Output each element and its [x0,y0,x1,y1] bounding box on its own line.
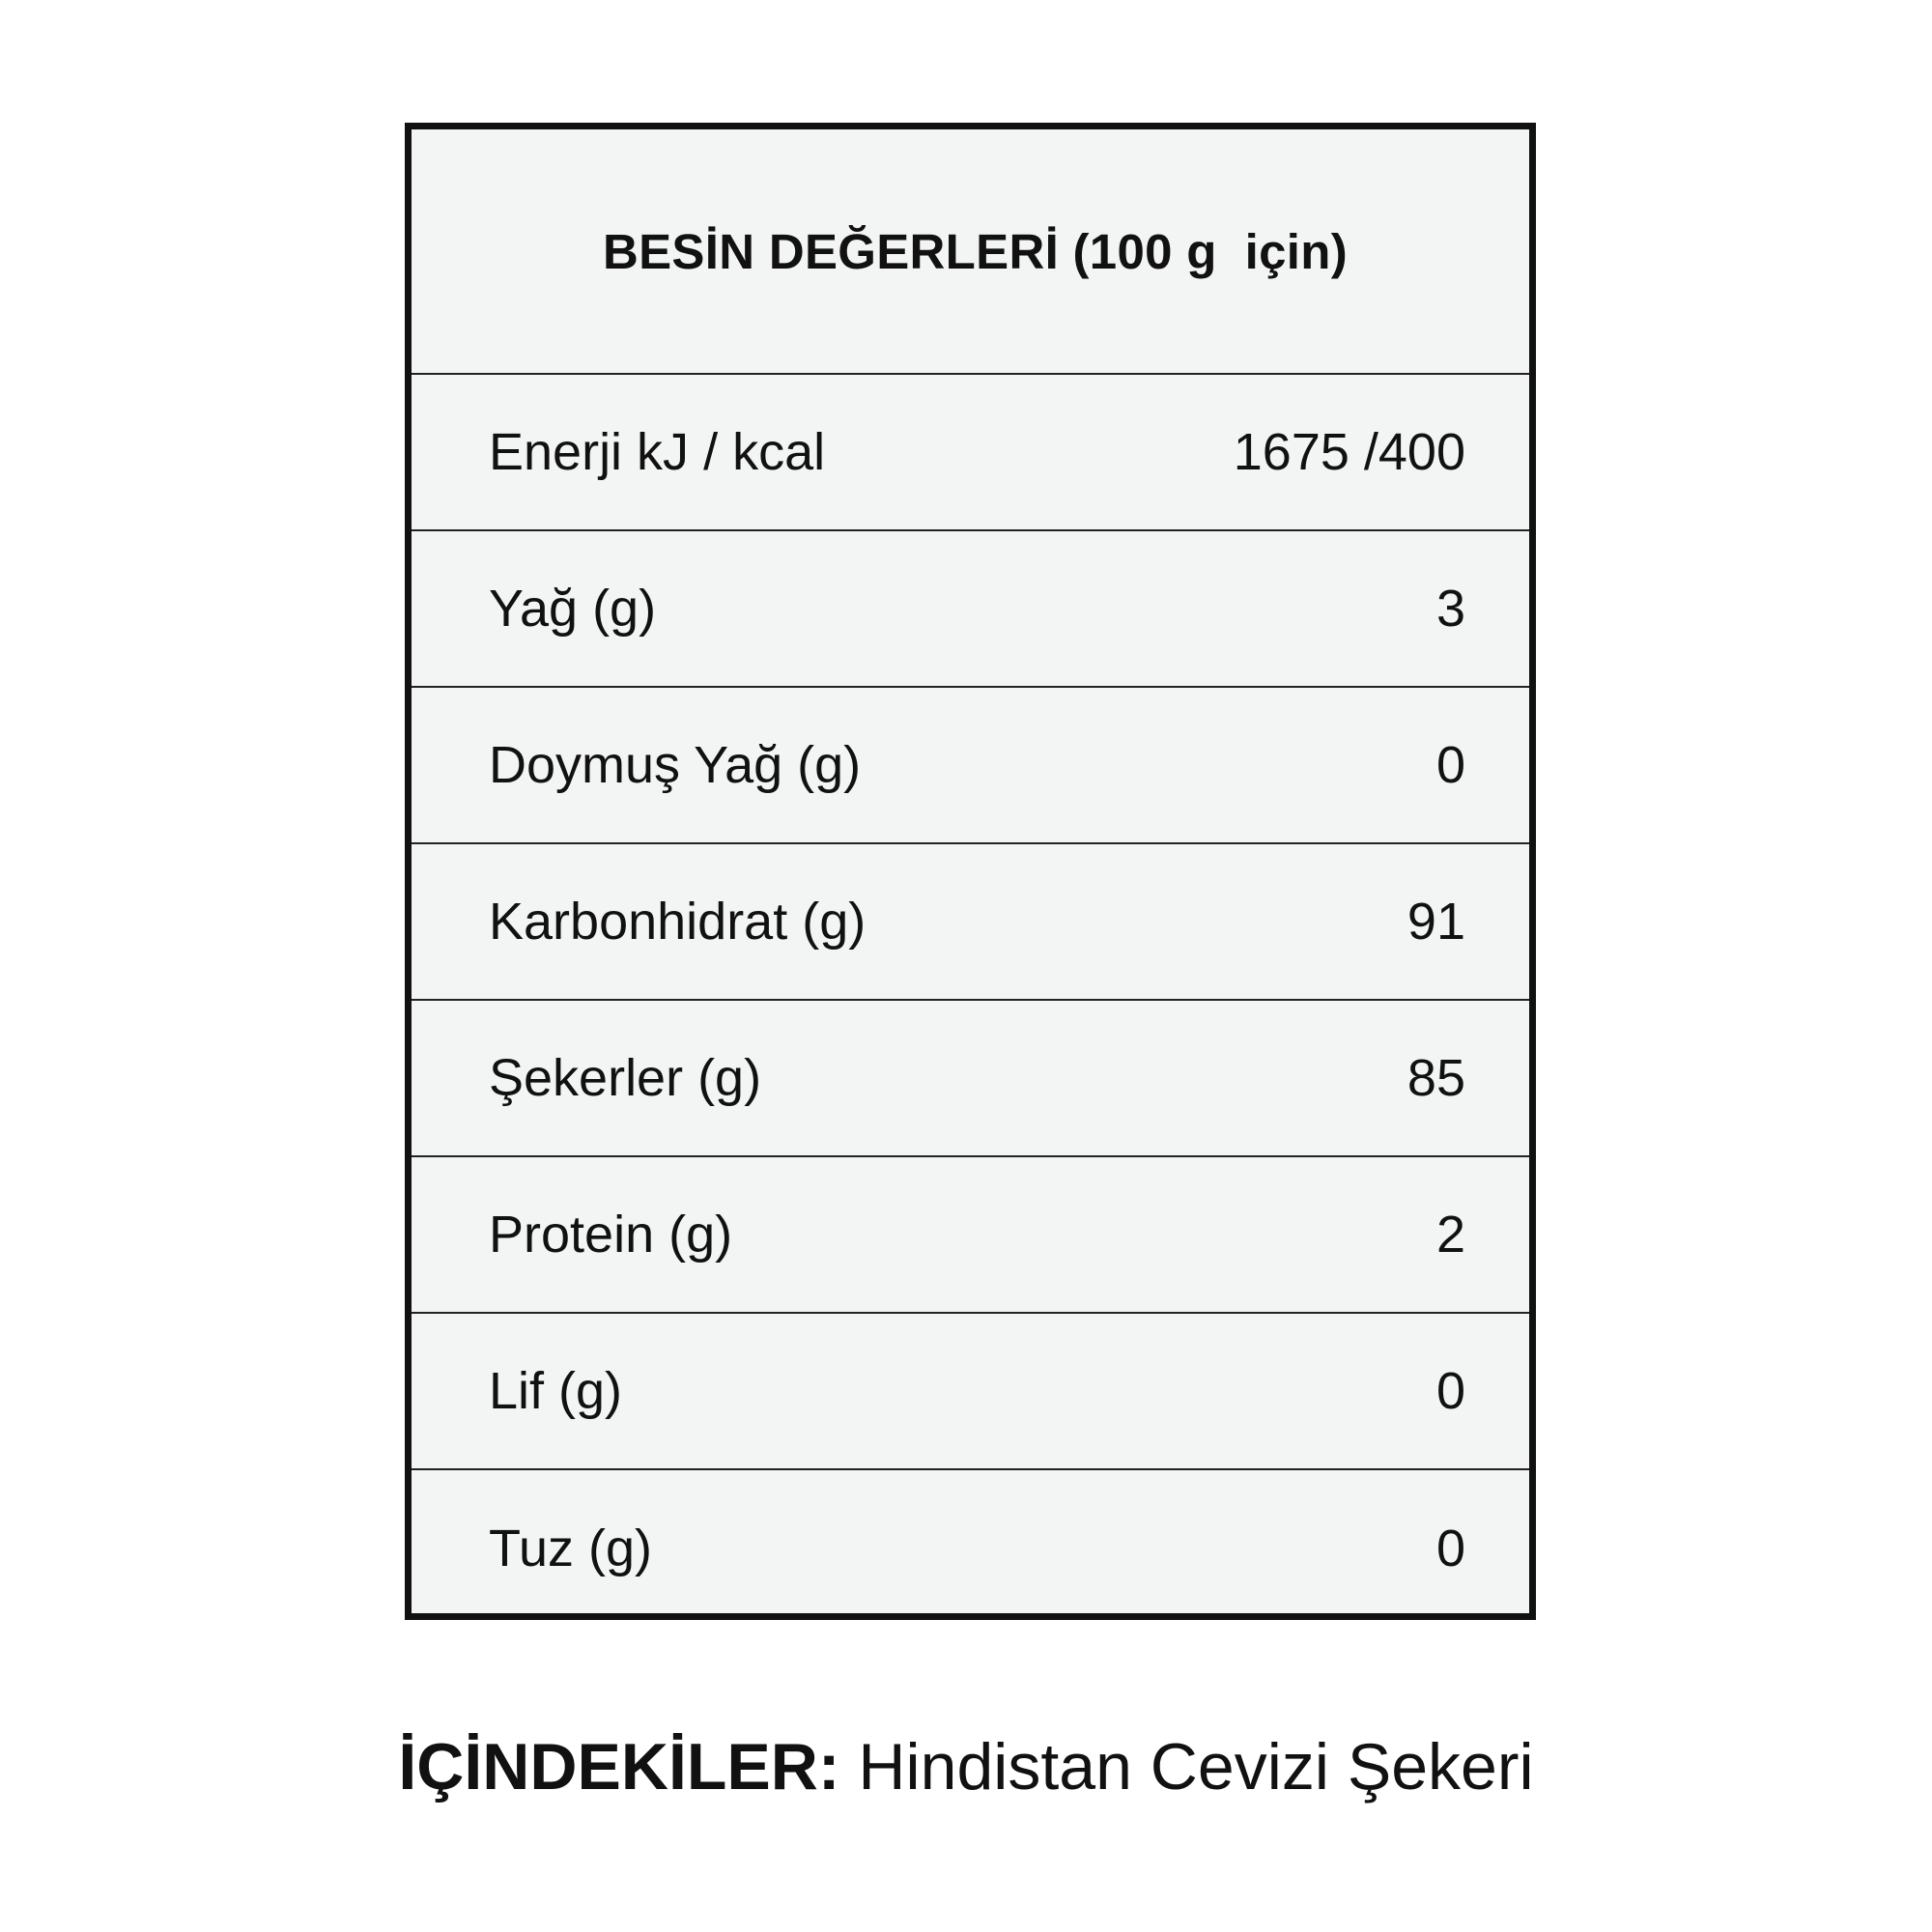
nutrition-row-fiber [412,1314,1529,1470]
nutrition-row-carbohydrate [412,844,1529,1001]
nutrient-label: Tuz (g) [489,1520,653,1577]
nutrient-value: 1675 /400 [1233,423,1465,481]
nutrient-label: Yağ (g) [489,580,657,638]
nutrient-label: Enerji kJ / kcal [489,423,826,481]
nutrient-value: 2 [1435,1206,1465,1264]
ingredients-text: Hindistan Cevizi Şekeri [858,1730,1534,1804]
nutrient-value: 0 [1435,1520,1465,1577]
ingredients-line [0,1729,1932,1804]
nutrition-rows [412,375,1529,1627]
nutrient-value: 85 [1406,1049,1465,1107]
ingredients-label: İÇİNDEKİLER: [398,1730,840,1804]
nutrient-label: Doymuş Yağ (g) [489,736,862,794]
nutrient-label: Lif (g) [489,1362,623,1420]
nutrient-value: 3 [1435,580,1465,638]
nutrient-label: Şekerler (g) [489,1049,762,1107]
nutrition-title: BESİN DEĞERLERİ (100 g için) [602,223,1348,279]
nutrition-row-protein [412,1157,1529,1314]
nutrition-row-fat [412,531,1529,688]
nutrition-row-energy [412,375,1529,531]
nutrient-value: 0 [1435,736,1465,794]
nutrient-value: 0 [1435,1362,1465,1420]
nutrition-row-saturated-fat [412,688,1529,844]
nutrient-value: 91 [1406,893,1465,951]
nutrition-facts-panel [405,123,1536,1620]
nutrition-row-sugars [412,1001,1529,1157]
nutrient-label: Protein (g) [489,1206,733,1264]
nutrient-label: Karbonhidrat (g) [489,893,867,951]
nutrition-header [412,129,1529,375]
nutrition-row-salt [412,1470,1529,1627]
